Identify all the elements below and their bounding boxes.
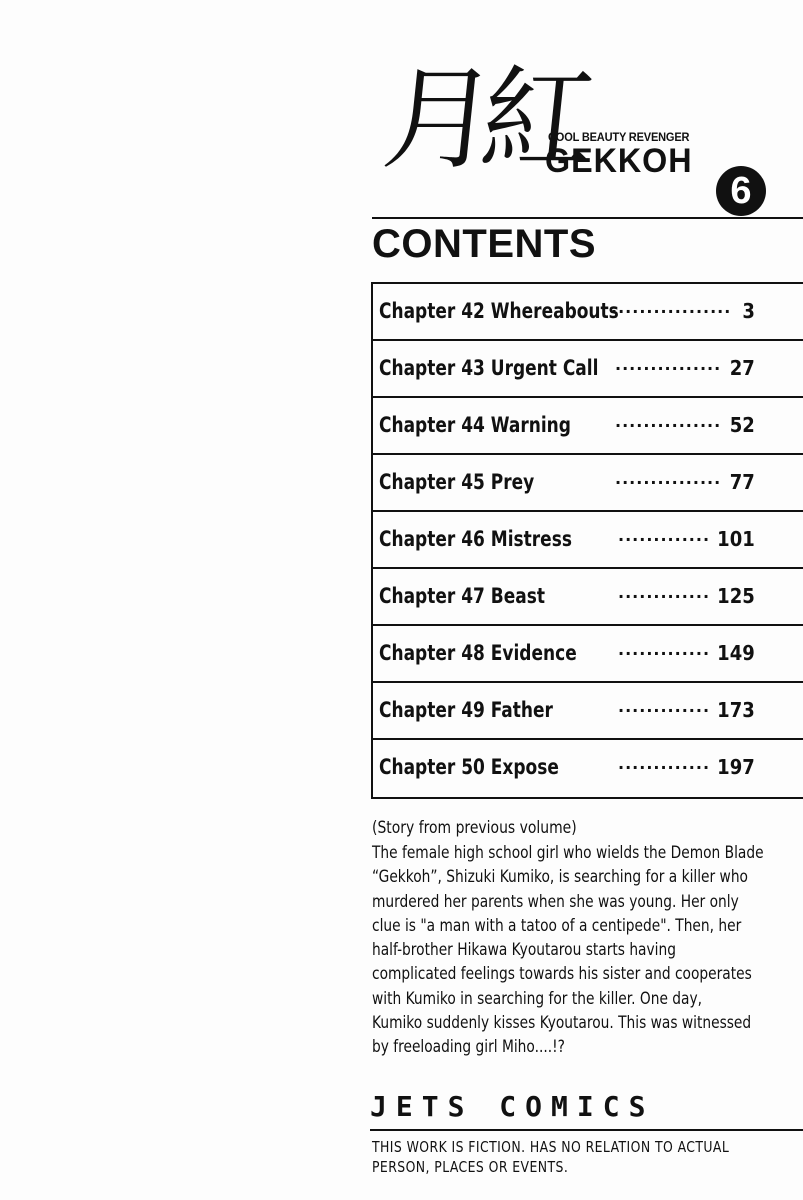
- story-line: clue is "a man with a tatoo of a centipede". Then, her: [372, 915, 742, 936]
- toc-entry: [373, 740, 803, 797]
- toc-entry: [373, 284, 803, 341]
- toc-entry: [373, 455, 803, 512]
- toc-leader: ·············: [618, 587, 711, 606]
- toc-page: 27: [729, 356, 755, 380]
- toc-chapter: Chapter 46 Mistress: [379, 527, 572, 551]
- story-line: “Gekkoh”, Shizuki Kumiko, is searching for a killer who: [372, 867, 748, 888]
- imprint-divider: [370, 1129, 803, 1131]
- story-line: The female high school girl who wields the Demon Blade: [372, 843, 764, 863]
- toc-chapter: Chapter 44 Warning: [379, 413, 571, 437]
- toc-chapter: Chapter 48 Evidence: [379, 641, 577, 665]
- toc-entry: [373, 569, 803, 626]
- toc-leader: ·············: [618, 701, 711, 720]
- story-summary: [372, 841, 793, 1060]
- toc-chapter: Chapter 49 Father: [379, 698, 553, 722]
- disclaimer-line: PERSON, PLACES OR EVENTS.: [372, 1158, 569, 1176]
- toc-page: 149: [717, 641, 755, 665]
- toc-entry: [373, 512, 803, 569]
- toc-page: 3: [742, 299, 755, 323]
- logo-kanji: 月紅: [377, 55, 587, 185]
- story-line: half-brother Hikawa Kyoutarou starts having: [372, 940, 676, 961]
- toc-leader: ···············: [615, 359, 722, 378]
- toc-page: 197: [717, 755, 755, 779]
- toc-leader: ·············: [618, 530, 711, 549]
- fiction-disclaimer: [372, 1137, 803, 1177]
- toc-leader: ···············: [615, 416, 722, 435]
- logo-tagline: COOL BEAUTY REVENGER: [548, 130, 690, 144]
- volume-badge: 6: [716, 166, 766, 216]
- toc-entry: [373, 341, 803, 398]
- toc-chapter: Chapter 47 Beast: [379, 584, 545, 608]
- toc-chapter: Chapter 43 Urgent Call: [379, 356, 599, 380]
- toc-leader: ···············: [615, 473, 722, 492]
- story-line: complicated feelings towards his sister and cooperates: [372, 964, 752, 985]
- logo-title: GEKKOH: [545, 142, 693, 180]
- toc-page: 125: [717, 584, 755, 608]
- story-line: Kumiko suddenly kisses Kyoutarou. This was witnessed: [372, 1013, 752, 1034]
- toc-leader: ·············: [618, 644, 711, 663]
- toc-leader: ·············: [618, 758, 711, 777]
- story-line: murdered her parents when she was young. Her only: [372, 891, 739, 912]
- disclaimer-line: THIS WORK IS FICTION. HAS NO RELATION TO ACTUAL: [372, 1138, 730, 1156]
- toc-page: 52: [729, 413, 755, 437]
- toc-chapter: Chapter 50 Expose: [379, 755, 559, 779]
- toc-leader: ·················: [611, 302, 732, 321]
- toc-entry: [373, 683, 803, 740]
- heading-divider: [372, 217, 803, 219]
- toc-entry: [373, 398, 803, 455]
- toc-page: 77: [729, 470, 755, 494]
- story-heading: (Story from previous volume): [372, 818, 577, 838]
- publisher-imprint: JETS COMICS: [370, 1090, 655, 1123]
- story-line: by freeloading girl Miho....!?: [372, 1037, 565, 1058]
- toc-entry: [373, 626, 803, 683]
- toc-page: 101: [717, 527, 755, 551]
- contents-heading: CONTENTS: [372, 222, 596, 266]
- story-line: with Kumiko in searching for the killer. One day,: [372, 988, 703, 1009]
- toc-chapter: Chapter 45 Prey: [379, 470, 535, 494]
- table-of-contents: [371, 282, 803, 799]
- toc-chapter: Chapter 42 Whereabouts: [379, 299, 619, 323]
- toc-page: 173: [717, 698, 755, 722]
